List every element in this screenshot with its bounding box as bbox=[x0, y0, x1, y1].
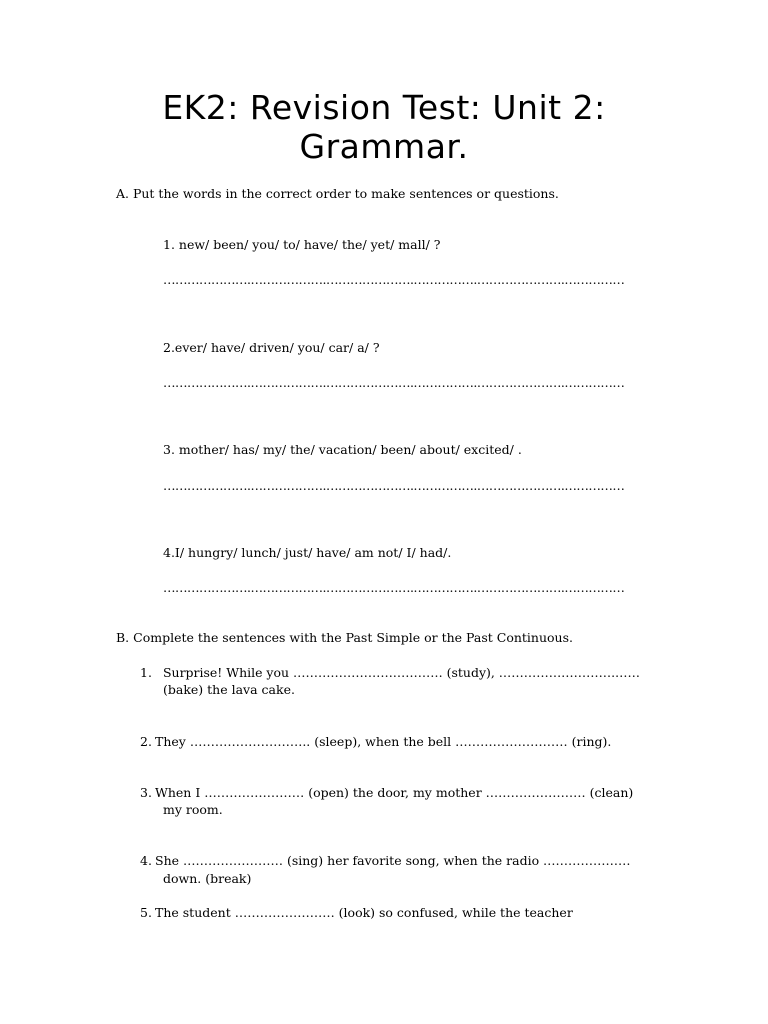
section-b-item-1-line-1: Surprise! While you ……………………………… (study), ……………………….…… bbox=[163, 665, 640, 680]
section-b-item-1-number: 1. bbox=[140, 665, 152, 680]
section-b-item-3-number: 3. bbox=[140, 785, 152, 800]
section-a-item-1-answer-line: ………………….……………….………………….…………….………………….…………… bbox=[163, 272, 625, 287]
section-a-heading: A. Put the words in the correct order to make sentences or questions. bbox=[116, 186, 559, 201]
title-line-2: Grammar. bbox=[299, 127, 469, 166]
section-a-item-2-answer-line: ………………….……………….………………….…………….………………….…………… bbox=[163, 375, 625, 390]
section-a-item-1-prompt: 1. new/ been/ you/ to/ have/ the/ yet/ mall/ ? bbox=[163, 237, 441, 252]
section-a-item-3-answer-line: ………………….……………….………………….…………….………………….…………… bbox=[163, 478, 625, 493]
section-b-item-5-line-1: The student …………………… (look) so confused, while the teacher bbox=[155, 905, 573, 920]
section-a-item-3-prompt: 3. mother/ has/ my/ the/ vacation/ been/ about/ excited/ . bbox=[163, 442, 522, 457]
section-b-item-2-number: 2. bbox=[140, 734, 152, 749]
section-b-item-4-line-2: down. (break) bbox=[163, 871, 252, 886]
section-b-item-1-line-2: (bake) the lava cake. bbox=[163, 682, 295, 697]
section-b-item-3-line-1: When I …………………… (open) the door, my mother …………………… (clean) bbox=[155, 785, 634, 800]
section-b-item-5-number: 5. bbox=[140, 905, 152, 920]
section-b-item-4-line-1: She …………………… (sing) her favorite song, when the radio ………………… bbox=[155, 853, 631, 868]
section-a-item-2-prompt: 2.ever/ have/ driven/ you/ car/ a/ ? bbox=[163, 340, 380, 355]
section-b-item-4-number: 4. bbox=[140, 853, 152, 868]
section-b-item-3-line-2: my room. bbox=[163, 802, 223, 817]
section-b-item-2-line-1: They ……………………….. (sleep), when the bell ……………………… (ring). bbox=[155, 734, 612, 749]
section-b-heading: B. Complete the sentences with the Past Simple or the Past Continuous. bbox=[116, 630, 573, 645]
page-title bbox=[0, 88, 768, 166]
title-line-1: EK2: Revision Test: Unit 2: bbox=[162, 88, 606, 127]
section-a-item-4-answer-line: ………………….……………….………………….…………….………………….…………… bbox=[163, 580, 625, 595]
section-a-item-4-prompt: 4.I/ hungry/ lunch/ just/ have/ am not/ I/ had/. bbox=[163, 545, 452, 560]
